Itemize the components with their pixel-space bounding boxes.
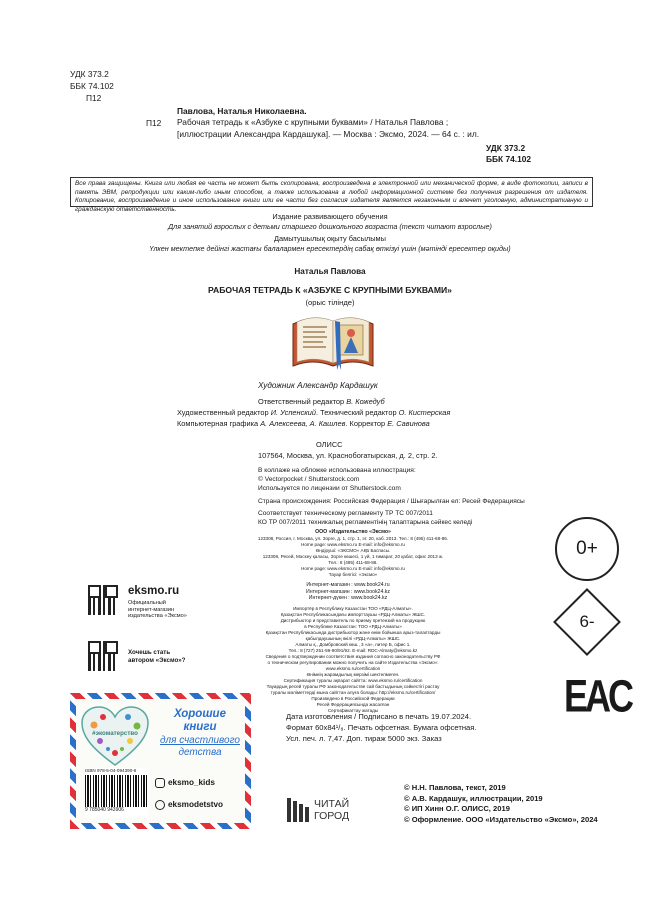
copyright-line: © А.В. Кардашук, иллюстрации, 2019 [404,793,543,803]
author-prompt-line2: автором «Эксмо»? [128,657,186,664]
manufacturer-block [228,529,478,578]
importer-line: Произведено в Российской Федерации [311,696,395,701]
promo-line3: для счастливого [160,735,240,746]
fine-print-line: Home page: www.eksmo.ru E-mail: info@eksmo.ru [301,565,405,571]
biblio-bbk: ББК 74.102 [486,154,532,164]
copyright-notice-text: Все права защищены. Книга или любая ее часть не может быть скопирована, воспроизведена в электронной или механической форме, в виде фотокопии, записи в память ЭВМ, репродукции или каким-либо иным способом, а также использована в любой информационной системе без получения разрешения от издателя. Копирование, воспроизведение и иное использование книги или ее части без согласия издателя является незаконным и влечет уголовную, административную и гражданскую ответственность. [75,180,588,213]
heart-text: #экоматерство [92,730,138,737]
publisher-address: 107564, Москва, ул. Краснобогатырская, д. 2, стр. 2. [258,451,438,460]
barcode-icon [85,775,147,807]
importer-line: в Республике Казахстан: ТОО «РДЦ-Алматы» [304,624,402,629]
importer-line: Тауардың ресей туралы РФ законодательстве сай бастыдының сәйкестігі растау [266,684,440,689]
importer-line: Дистрибьютор и представитель по приему претензий на продукцию [280,618,426,623]
image-credit-line2: © Vectorpocket / Shutterstock.com [258,476,360,483]
importer-line: Өнімнің жарамдылық мерзімі шектелмеген. [306,672,400,677]
fine-print-line: 123308, Россия, г. Москва, ул. Зорге, д. 1, стр. 1, эт. 20, каб. 2013. Тел.: 8 (495) 411-68-86. [257,535,449,541]
origin-country: Страна происхождения: Российская Федерация / Шығарылған ел: Ресей Федерациясы [258,498,525,505]
edition-ru-line2: Для занятий взрослых с детьми старшего дошкольного возраста (текст читают взрослые) [168,222,492,231]
importer-line: Сертификация туралы ақпарат сайтта: www.eksmo.ru/certification [283,678,423,683]
eksmo-site[interactable]: eksmo.ru [128,585,180,597]
responsible-editor-label: Ответственный редактор [258,397,347,406]
chitai-gorod-icon [287,798,311,822]
importer-line: Ресей Федерациясында жасалған [316,702,390,707]
fine-print-line: Тел.: 8 (495) 411-68-86. [328,559,378,565]
barcode-block [85,768,149,818]
eksmo-official: Официальный [128,600,166,606]
book-illustration [289,312,377,374]
biblio-author: Павлова, Наталья Николаевна. [177,106,307,116]
corrector-label: . Корректор [345,419,388,428]
author-qr-code[interactable] [88,641,118,671]
graphics-label: Компьютерная графика [177,419,261,428]
eksmo-shop-line2: интернет-магазин [128,606,175,613]
print-date: Дата изготовления / Подписано в печать 19.07.2024. [286,712,472,721]
fine-print-line: ООО «Издательство «Эксмо» [315,529,391,535]
print-run: Усл. печ. л. 7,47. Доп. тираж 5000 экз. Заказ [286,734,442,743]
fine-print-line: Тауар белгісі: «Эксмо» [328,571,378,577]
eksmo-qr-code[interactable] [88,585,118,615]
conformity-kz: КО ТР 007/2011 техникалық регламентінің талаптарына сәйкес келеді [258,519,473,526]
conformity-ru: Соответствует техническому регламенту ТР ТС 007/2011 [258,510,433,517]
art-editor-name: И. Успенский [270,408,316,417]
fine-print-line: 123308, Ресей, Мәскеу қаласы, Зорге көшесі, 1 үй, 1 ғимарат, 20 қабат, офис 2013 ж. [262,553,444,559]
social-handle-2[interactable]: eksmodetstvo [168,800,224,809]
promo-stamp [70,693,251,829]
author-mark: П12 [86,93,102,103]
book-language: (орыс тілінде) [305,298,355,307]
copyright-line: © Н.Н. Павлова, текст, 2019 [404,783,506,792]
edition-kz-line2: Үлкен мектепке дейінгі жастағы балалармен ересектердің сабақ өткізуі үшін (мәтінді ересектер оқиды) [149,244,511,253]
artist-credit: Художник Александр Кардашук [258,381,378,390]
author-prompt [128,649,185,665]
chitai-gorod-line1: ЧИТАЙ [314,798,350,810]
copyright-line: © ИП Хинн О.Г. ОЛИСС, 2019 [404,804,510,813]
responsible-editor-name: В. Кожедуб [346,397,385,406]
art-editor-label: Художественный редактор [177,408,271,417]
internet-shop-line: Интернет-магазин : www.book24.ru [306,582,390,588]
isbn-text: ISBN 978-5-04-094390-6 [85,768,137,773]
importer-line: Қазақстан Республикасында дистрибьютор және өнім бойынша арыз-талаптарды [265,630,441,635]
bbk-code: ББК 74.102 [70,81,114,91]
print-format: Формат 60x84¹/₈. Печать офсетная. Бумага офсетная. [286,723,477,732]
internet-shops [248,582,448,602]
responsible-editor [258,398,385,406]
fine-print-line: Home page: www.eksmo.ru E-mail: info@eksmo.ru [301,541,405,547]
fine-print-line: Өндіруші: «ЭКСМО» АҚБ Баспасы. [315,547,391,553]
biblio-line1: Рабочая тетрадь к «Азбуке с крупными буквами» / Наталья Павлова ; [177,117,449,127]
book-title: РАБОЧАЯ ТЕТРАДЬ К «АЗБУКЕ С КРУПНЫМИ БУКВАМИ» [208,285,452,295]
author-prompt-line1: Хочешь стать [128,649,171,656]
edition-ru-line1: Издание развивающего обучения [272,212,388,221]
biblio-line2: [иллюстрации Александра Кардашука]. — Москва : Эксмо, 2024. — 64 с. : ил. [177,129,480,139]
biblio-mark: П12 [146,118,162,128]
graphics-corrector [177,420,430,428]
age-rating-badge: 0+ [555,517,619,581]
tech-editor-label: . Технический редактор [316,408,399,417]
instagram-icon [155,778,165,788]
copyrights-block [404,783,598,825]
eksmo-shop-line3: издательства «Эксмо» [128,613,187,620]
importer-line: туралы мәліметтерді мына сайттан алуға болады: http://eksmo.ru/certification/ [270,690,436,695]
tech-editor-name: О. Кистерская [398,408,451,417]
art-tech-editors [177,409,450,417]
chitai-gorod-line2: ГОРОД [314,810,350,822]
book-author: Наталья Павлова [294,267,366,276]
biblio-udk: УДК 373.2 [486,143,526,153]
importer-line: қабылдаушының өкілі «РДЦ-Алматы» ЖШС. [305,636,401,641]
social-handle-1[interactable]: eksmo_kids [168,778,215,787]
importer-line: о техническом регулировании можно получить на сайте Издательства «Эксмо»: [267,660,439,665]
copyright-notice-box [70,177,593,213]
heart-icon [80,705,150,769]
importer-line: Қазақстан Республикасындағы импорттаушы «РДЦ-Алматы» ЖШС. [280,612,426,617]
internet-shop-line: Интернет-дүкен : www.book24.kz [308,595,388,602]
promo-line1: Хорошие [174,708,226,720]
marking-text: 6- [579,612,595,631]
copyright-line: © Оформление. ООО «Издательство «Эксмо», 2024 [404,814,598,824]
udk-code: УДК 373.2 [70,69,109,79]
promo-line2: книги [183,721,217,733]
importer-line: Сертификаттау жатады [327,708,379,713]
graphics-names: А. Алексеева, А. Кашлев [260,419,346,428]
promo-line4: детства [178,747,222,758]
marking-badge [552,587,622,657]
publisher-name: ОЛИСС [316,440,343,449]
importer-line: Тел.: 8 (727) 251-59-90/91/92. E-mail: RDC-Almaty@eksmo.kz [288,648,418,653]
edition-kz-line1: Дамытушылық оқыту басылымы [274,234,386,243]
internet-shop-line: Интернет-магазин : www.book24.kz [306,588,390,595]
corrector-name: Е. Савинова [387,419,430,428]
chitai-gorod-logo [287,798,369,822]
image-credit-line3: Используется по лицензии от Shutterstock.com [258,485,401,492]
image-credit-line1: В коллаже на обложке использована иллюстрация: [258,467,416,474]
vk-icon [155,800,165,810]
importer-block [218,606,488,714]
importer-line: www.eksmo.ru/certification [325,666,381,671]
importer-line: Импортёр в Республику Казахстан ТОО «РДЦ-Алматы». [293,606,413,611]
barcode-digits: 9 785040 943906 [85,807,124,813]
eac-mark: EAC [564,670,632,722]
eksmo-shop-info [128,600,187,620]
importer-line: Сведения о подтверждении соответствия издания согласно законодательству РФ [265,654,441,659]
importer-line: Алматы қ., Домбровский көш., 3 «а», литер Б, офис 1. [295,642,411,647]
